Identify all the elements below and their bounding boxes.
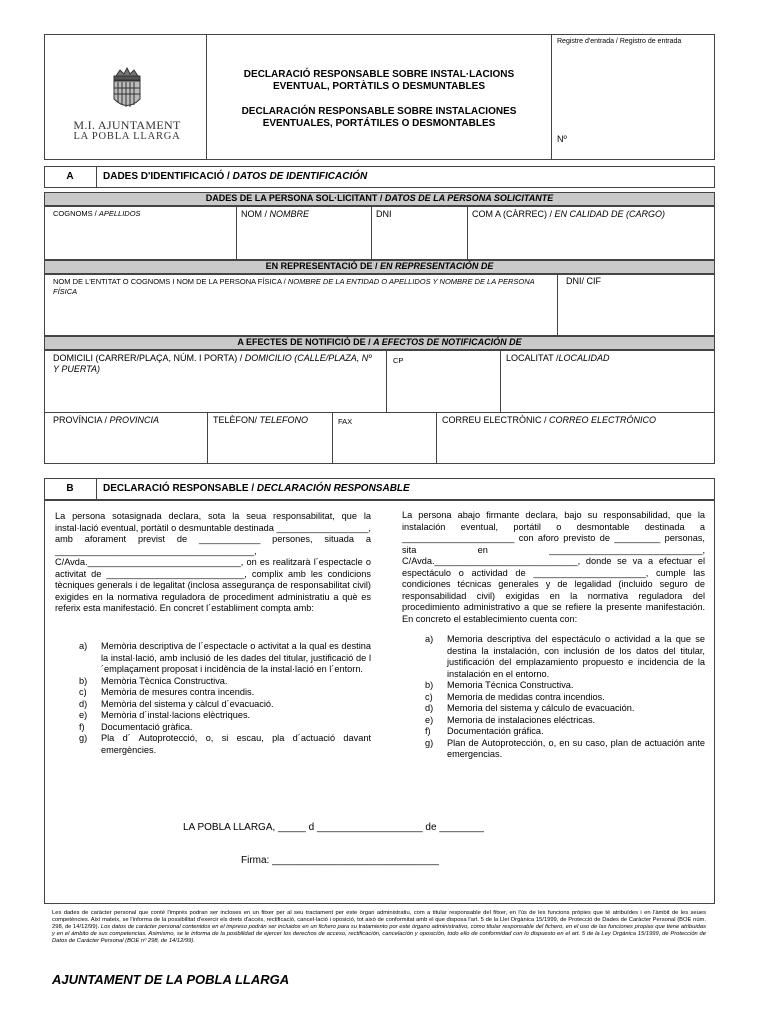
notification-divider-locality (500, 350, 501, 412)
applicant-bar-es: DATOS DE LA PERSONA SOLICITANTE (384, 193, 554, 203)
section-a-letter: A (66, 171, 74, 182)
va-item-key: c) (79, 687, 87, 697)
address-es: DOMICILIO (CALLE/PLAZA, Nº Y PUERTA) (53, 353, 372, 374)
form-title-es (207, 106, 551, 130)
surname-field-label (53, 209, 141, 219)
fax-field-label: FAX (338, 417, 353, 426)
va-item (79, 722, 371, 734)
es-item (425, 726, 705, 738)
va-item (79, 710, 371, 722)
province-field-label (53, 415, 159, 426)
notification-bar-label (44, 337, 715, 348)
va-item (79, 676, 371, 688)
va-item (79, 733, 371, 756)
es-item-key: e) (425, 714, 434, 725)
section-b-title-es: DECLARACIÓN RESPONSABLE (256, 483, 410, 494)
entity-field-label (53, 277, 548, 297)
notification-divider-email (436, 412, 437, 464)
declaration-va-list (79, 641, 371, 756)
notification-divider-phone (207, 412, 208, 464)
va-item-key: g) (79, 733, 88, 743)
header-divider-2 (551, 34, 552, 160)
section-b-letter: B (66, 483, 74, 494)
section-a-title (103, 171, 367, 182)
name-es: NOMBRE (269, 209, 310, 219)
es-item-key: d) (425, 703, 434, 713)
as-position-field-label (472, 209, 665, 220)
signature-line[interactable]: Firma: ______________________________ (241, 855, 439, 866)
section-b-title (103, 483, 410, 494)
es-item (425, 680, 705, 692)
es-item-text: Memoria Técnica Constructiva. (447, 680, 574, 690)
as-position-es: EN CALIDAD DE (CARGO) (554, 209, 666, 219)
dni-cif-field-label: DNI/ CIF (566, 276, 601, 286)
notification-divider-cp (386, 350, 387, 412)
footer-organization: AJUNTAMENT DE LA POBLA LLARGA (52, 972, 290, 987)
applicant-bar-va: DADES DE LA PERSONA SOL·LICITANT / (205, 193, 385, 203)
entity-es: NOMBRE DE LA ENTIDAD O APELLIDOS Y NOMBRE DE LA PERSONA FÍSICA (53, 277, 535, 296)
phone-va: TELÈFON/ (213, 415, 260, 425)
privacy-notice-va: Les dades de caràcter personal que conté l'imprés podran ser incloses en un fitxer per al seu tractament per este òrgan administratiu, com a titular responsable del fitxer, en l'ús de les funcions pròpies que té atribuïdes i en l'àmbit de les seues competències. Així mateix, se l'informa de la possibilitat d'exercir els drets d'accés, rectificació, cancel·lació i oposició, tot això de conformitat amb el que disposa l'art. 5 de la Llei Orgànica 15/1999, de Protecció de Dades de Caràcter Personal (BOE núm. 298, de 14/12/99). (52, 910, 706, 930)
cp-field-label: CP (393, 356, 404, 365)
form-title-va-line1: DECLARACIÓ RESPONSABLE SOBRE INSTAL·LACIONS (243, 69, 515, 80)
es-item (425, 634, 705, 680)
applicant-divider-1 (236, 206, 237, 260)
place-date-line[interactable]: LA POBLA LLARGA, _____ d ___________________ de ________ (183, 822, 484, 833)
locality-field-label (506, 353, 610, 364)
address-field-label (53, 353, 373, 375)
representation-bar-va: EN REPRESENTACIÓ DE / (265, 261, 380, 271)
es-item-key: b) (425, 680, 434, 690)
notification-bar-es: A EFECTOS DE NOTIFICACIÓN DE (373, 337, 522, 347)
surname-va: COGNOMS / (53, 209, 99, 218)
locality-va: LOCALITAT / (506, 353, 559, 363)
es-item-text: Memoria de instalaciones eléctricas. (447, 714, 596, 725)
logo-title: M.I. AJUNTAMENT (73, 118, 181, 132)
form-title-va-line2: EVENTUAL, PORTÀTILS O DESMUNTABLES (272, 81, 486, 92)
va-item-key: a) (79, 641, 88, 651)
va-item-key: d) (79, 698, 88, 709)
privacy-notice-es: Los datos de carácter personal contenidos en el impreso podrán ser incluidos en un fichero para su tratamiento por este órgano administrativo, como titular responsable del fichero, en el uso de las funciones propias que tiene atribuidas y en el ámbito de sus competencias. Asimismo, se le informa de la posibilidad de ejercer los derechos de acceso, rectificación, cancelación y oposición, todo ello de conformidad con lo dispuesto en el art. 5 de la Ley Orgánica 15/1999, de Protección de Datos de Carácter Personal (BOE nº 298, de 14/12/99). (52, 924, 706, 944)
applicant-divider-3 (467, 206, 468, 260)
declaration-es-list (425, 634, 705, 761)
va-item-text: Memòria del sistema y càlcul d´evacuació. (101, 698, 274, 709)
va-item-text: Documentació gràfica. (101, 721, 193, 732)
section-b-divider (96, 478, 97, 500)
province-es: PROVINCIA (109, 415, 160, 425)
registry-label: Registre d'entrada / Registro de entrada (557, 38, 682, 45)
representation-bar-es: EN REPRESENTACIÓN DE (380, 261, 494, 271)
section-a-divider (96, 166, 97, 188)
surname-es: APELLIDOS (98, 209, 141, 218)
phone-field-label (213, 415, 308, 426)
header-divider-1 (206, 34, 207, 160)
notification-divider-fax (332, 412, 333, 464)
es-item (425, 738, 705, 761)
representation-bar-label (44, 261, 715, 272)
entity-va: NOM DE L'ENTITAT O COGNOMS I NOM DE LA PERSONA FÍSICA / (53, 277, 288, 286)
email-field-label (442, 415, 656, 426)
va-item-key: b) (79, 675, 88, 686)
province-va: PROVÍNCIA / (53, 415, 110, 425)
es-item-text: Documentación gráfica. (447, 726, 544, 736)
address-va: DOMICILI (CARRER/PLAÇA, NÚM. I PORTA) / (53, 353, 245, 363)
es-item-key: f) (425, 726, 431, 736)
email-es: CORREO ELECTRÓNICO (549, 415, 657, 425)
locality-es: LOCALIDAD (558, 353, 610, 363)
logo-subtitle: LA POBLA LLARGA (73, 131, 181, 142)
es-item-text: Plan de Autoprotección, o, en su caso, plan de actuación ante emergencias. (447, 737, 705, 759)
declaration-va-intro: La persona sotasignada declara, sota la seua responsabilitat, que la instal·lació eventual, portàtil o desmuntable destinada __________________, amb aforament previst de ____________ persones, situada a _______________________________________, C/Avda.______________________________, on es realitzarà l´espectacle o activitat de ___________________________, complix amb les condicions tècniques generals i de legalitat (inclosa assegurança de responsabilitat civil) exigides en la normativa reguladora de procediment administratiu a què es referix esta manifestació. En concret l´establiment compta amb: (55, 511, 371, 613)
va-item (79, 699, 371, 711)
es-item (425, 703, 705, 715)
es-item-key: g) (425, 737, 434, 748)
es-item-key: c) (425, 691, 433, 702)
town-logo (58, 66, 196, 146)
es-item (425, 715, 705, 727)
privacy-notice (52, 910, 706, 945)
va-item (79, 687, 371, 699)
as-position-va: COM A (CÀRREC) / (472, 209, 555, 219)
va-item-key: e) (79, 710, 88, 720)
es-item-key: a) (425, 634, 434, 644)
notification-row-divider (44, 412, 715, 413)
va-item-key: f) (79, 721, 85, 732)
es-item-text: Memoria del sistema y cálculo de evacuación. (447, 703, 635, 713)
va-item-text: Memòria descriptiva de l´espectacle o activitat a la qual es destina la instal·lació, amb inclusió de les dades del titular, justificació de l´emplaçament proposat i incidència de la instal·lació en l´entorn. (101, 641, 371, 674)
va-item-text: Memòria Tècnica Constructiva. (101, 675, 228, 686)
applicant-divider-2 (371, 206, 372, 260)
form-title-es-line1: DECLARACIÓN RESPONSABLE SOBRE INSTALACIONES (241, 106, 517, 117)
email-va: CORREU ELECTRÒNIC / (442, 415, 550, 425)
declaration-es-intro: La persona abajo firmante declara, bajo su responsabilidad, que la instalación eventual, portátil o desmontable destinada a ______________________ con aforo previsto de _________ personas, sita en ______________________________, C/Avda.____________________________, donde se va a efectuar el espectáculo o actividad de ______________________, cumple las condiciones técnicas generales y de legalidad (incluido seguro de responsabilidad civil) exigidas en la normativa reguladora del procedimiento administrativo a que se refiere la presente manifestación. En concreto el establecimiento cuenta con: (402, 510, 705, 624)
es-item (425, 692, 705, 704)
coat-of-arms-icon (58, 66, 196, 116)
es-item-text: Memoria de medidas contra incendios. (447, 691, 605, 702)
representation-divider (557, 274, 558, 336)
name-va: NOM / (241, 209, 270, 219)
va-item-text: Pla d´ Autoprotecció, o, si escau, pla d´actuació davant emergències. (101, 733, 371, 755)
dni-field-label: DNI (376, 209, 392, 219)
applicant-bar-label (44, 193, 715, 204)
section-a-title-es: DATOS DE IDENTIFICACIÓN (232, 171, 368, 182)
es-item-text: Memoria descriptiva del espectáculo o actividad a la que se destina la instalación, con inclusión de los datos del titular, justificación del emplazamiento propuesto e incidencia de la instalación en el entorno. (447, 634, 705, 679)
va-item-text: Memòria d´instal·lacions elèctriques. (101, 710, 251, 720)
notification-bar-va: A EFECTES DE NOTIFICIÓ DE / (237, 337, 374, 347)
name-field-label (241, 209, 309, 220)
va-item (79, 641, 371, 676)
section-a-title-va: DADES D'IDENTIFICACIÓ / (103, 171, 233, 182)
registry-number-label: Nº (557, 134, 567, 144)
va-item-text: Memòria de mesures contra incendis. (101, 687, 255, 697)
form-title-va (207, 69, 551, 93)
form-title-es-line2: EVENTUALES, PORTÁTILES O DESMONTABLES (262, 118, 496, 129)
phone-es: TELEFONO (259, 415, 309, 425)
section-b-title-va: DECLARACIÓ RESPONSABLE / (103, 483, 257, 494)
